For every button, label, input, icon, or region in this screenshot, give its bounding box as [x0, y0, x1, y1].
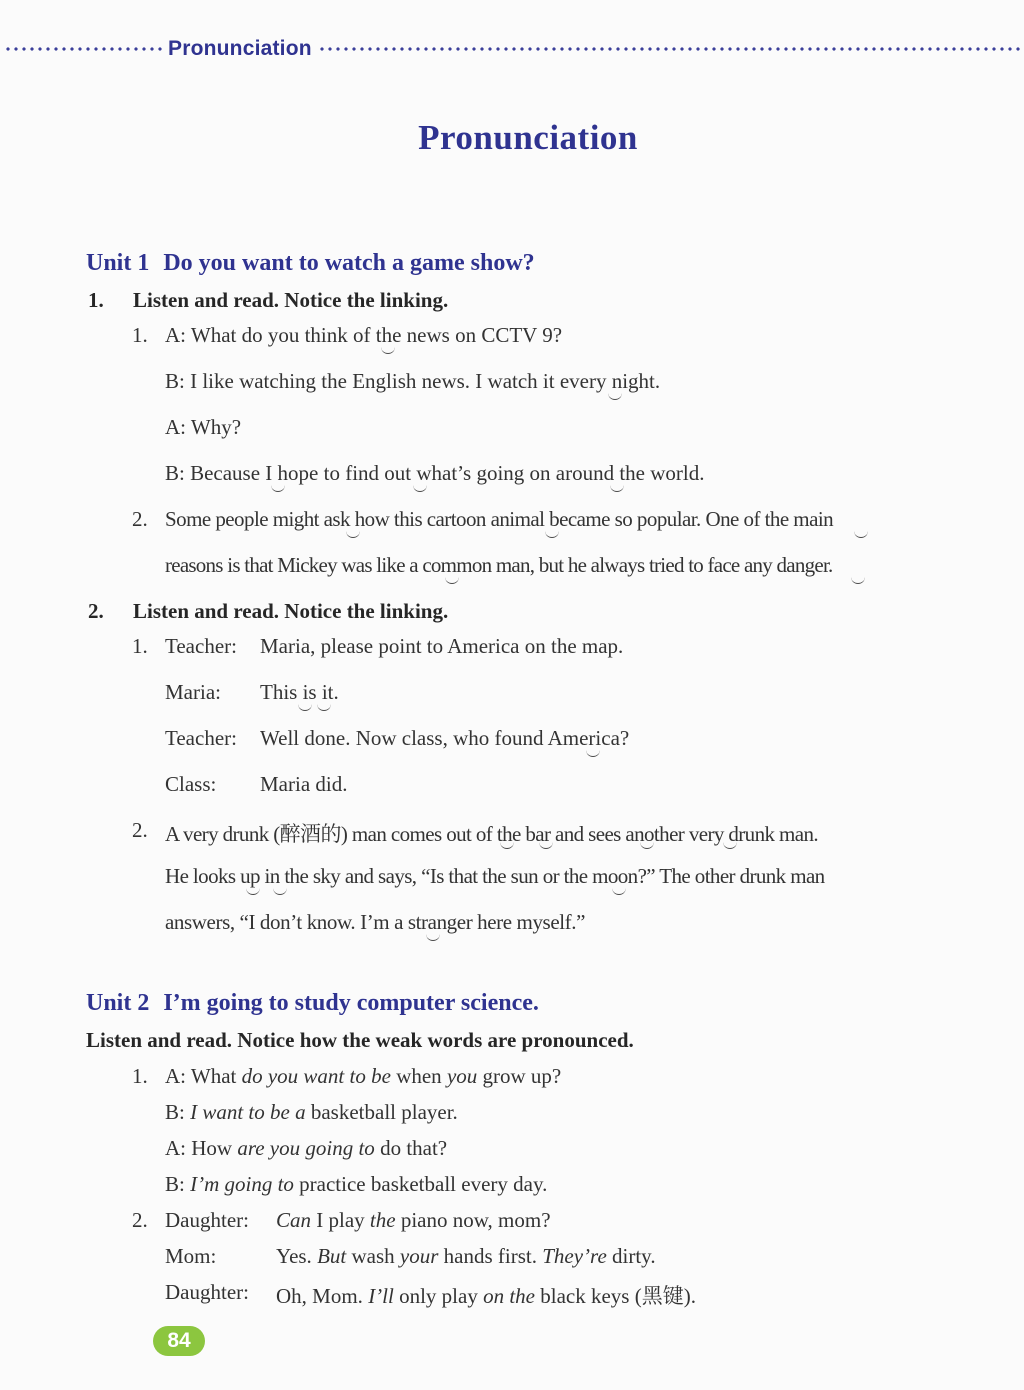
dialogue-text: Well done. Now class, who found America? [260, 726, 630, 750]
dialogue-speaker: Class: [165, 772, 217, 796]
item-number: 1. [132, 323, 148, 347]
dialogue-line [165, 1172, 547, 1197]
weak-words: the [369, 1208, 396, 1232]
passage-line: answers, “I don’t know. I’m a stranger here myself.” [165, 910, 586, 934]
plain-text: Oh, Mom. [276, 1284, 369, 1308]
section-heading-text: Listen and read. Notice the linking. [133, 599, 449, 623]
unit1-section2-heading [88, 599, 448, 624]
plain-text: hands first. [438, 1244, 543, 1268]
linking-mark [246, 886, 260, 895]
linking-mark [273, 886, 287, 895]
item-number: 2. [132, 1208, 148, 1232]
page-title: Pronunciation [418, 118, 638, 157]
section-number: 1. [88, 288, 104, 312]
linking-mark [271, 483, 285, 492]
item-number: 1. [132, 634, 148, 658]
weak-words: But [317, 1244, 347, 1268]
linking-mark [426, 932, 440, 941]
dialogue-speaker: Daughter: [165, 1280, 249, 1304]
passage-line: Some people might ask how this cartoon animal became so popular. One of the main [165, 507, 834, 531]
plain-text: dirty. [606, 1244, 656, 1268]
weak-words: Can [276, 1208, 312, 1232]
unit2-heading-instruction: Listen and read. Notice how the weak words are pronounced. [86, 1028, 634, 1052]
weak-words: on the [483, 1284, 535, 1308]
dialogue-speaker: Mom: [165, 1244, 217, 1268]
plain-text: black keys (黑键). [535, 1284, 696, 1308]
dialogue-line: B: I like watching the English news. I watch it every night. [165, 369, 661, 393]
dialogue-text: Maria did. [260, 772, 348, 796]
header-label: Pronunciation [168, 37, 312, 60]
unit2-heading [86, 990, 539, 1017]
linking-mark [612, 886, 626, 895]
linking-mark [381, 345, 395, 354]
plain-text: basketball player. [305, 1100, 458, 1124]
linking-mark [608, 391, 622, 400]
dialogue-line [165, 1064, 561, 1089]
unit1-number: Unit 1 [86, 250, 150, 276]
dialogue-speaker: Teacher: [165, 634, 237, 658]
item-number: 1. [132, 1064, 148, 1088]
plain-text: Yes. [276, 1244, 318, 1268]
dialogue-line [165, 1136, 447, 1161]
plain-text: when [390, 1064, 447, 1088]
plain-text: B: [165, 1172, 191, 1196]
dialogue-speaker: Daughter: [165, 1208, 249, 1232]
dialogue-speaker: Maria: [165, 680, 221, 704]
passage-line: A very drunk (醉酒的) man comes out of the bar and sees another very drunk man. [165, 822, 819, 846]
weak-words: I’m going to [190, 1172, 294, 1196]
dialogue-line [165, 1100, 458, 1125]
plain-text: B: [165, 1100, 191, 1124]
linking-mark [298, 702, 312, 711]
header-dots-left [4, 47, 162, 51]
weak-words: I want to be a [190, 1100, 306, 1124]
running-header [0, 34, 1024, 64]
plain-text: grow up? [477, 1064, 562, 1088]
page-number-badge: 84 [153, 1326, 205, 1356]
dialogue-text [276, 1244, 656, 1269]
linking-mark [346, 529, 360, 538]
linking-mark [586, 748, 600, 757]
dialogue-line: A: What do you think of the news on CCTV 9? [165, 323, 563, 347]
weak-words: your [399, 1244, 439, 1268]
unit1-title: Do you want to watch a game show? [163, 250, 535, 276]
weak-words: are you going to [237, 1136, 375, 1160]
passage-line: He looks up in the sky and says, “Is that the sun or the moon?” The other drunk man [165, 864, 825, 888]
header-dots-right [318, 47, 1020, 51]
unit1-heading [86, 250, 535, 277]
plain-text: only play [393, 1284, 484, 1308]
unit2-title: I’m going to study computer science. [163, 990, 539, 1016]
linking-mark [545, 529, 559, 538]
plain-text: do that? [374, 1136, 448, 1160]
plain-text: piano now, mom? [395, 1208, 551, 1232]
weak-words: do you want to be [241, 1064, 391, 1088]
dialogue-text [276, 1208, 551, 1233]
dialogue-line: A: Why? [165, 415, 242, 439]
unit2-number: Unit 2 [86, 990, 150, 1016]
section-number: 2. [88, 599, 104, 623]
plain-text: wash [346, 1244, 400, 1268]
unit1-section1-heading [88, 288, 448, 313]
passage-line: reasons is that Mickey was like a common man, but he always tried to face any danger. [165, 553, 833, 577]
dialogue-text: Maria, please point to America on the map. [260, 634, 624, 658]
linking-mark [317, 702, 331, 711]
linking-mark [445, 575, 459, 584]
item-number: 2. [132, 507, 148, 531]
weak-words: you [446, 1064, 478, 1088]
dialogue-text [276, 1280, 696, 1310]
weak-words: I’ll [368, 1284, 394, 1308]
plain-text: practice basketball every day. [293, 1172, 548, 1196]
linking-mark [610, 483, 624, 492]
dialogue-text: This is it. [260, 680, 339, 704]
linking-mark [854, 529, 868, 538]
plain-text: I play [311, 1208, 370, 1232]
item-number: 2. [132, 818, 148, 842]
weak-words: They’re [542, 1244, 607, 1268]
dialogue-speaker: Teacher: [165, 726, 237, 750]
linking-mark [413, 483, 427, 492]
linking-mark [851, 575, 865, 584]
plain-text: A: What [165, 1064, 242, 1088]
dialogue-line: B: Because I hope to find out what’s going on around the world. [165, 461, 705, 485]
section-heading-text: Listen and read. Notice the linking. [133, 288, 449, 312]
plain-text: A: How [165, 1136, 238, 1160]
